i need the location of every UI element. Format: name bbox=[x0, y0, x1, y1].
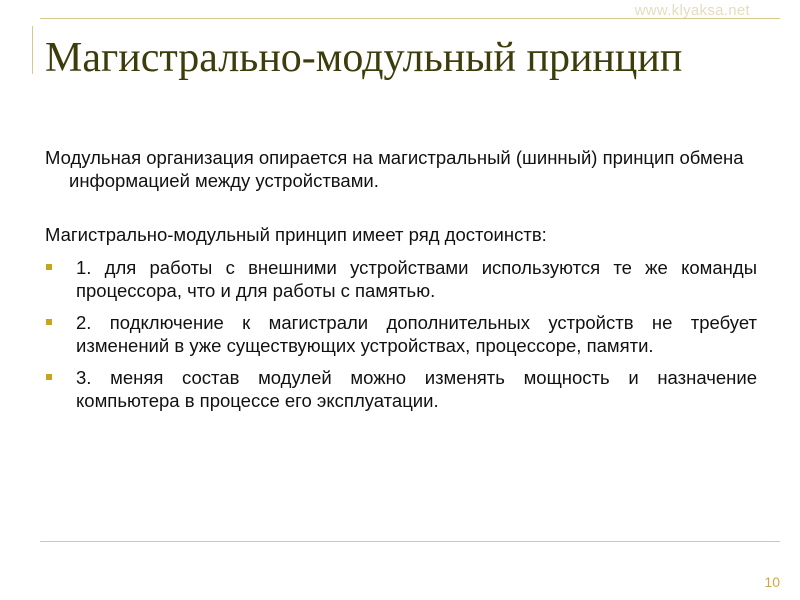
paragraph-advantages: Магистрально-модульный принцип имеет ряд достоинств: bbox=[45, 224, 547, 245]
list-item-text: 2. подключение к магистрали дополнительных устройств не требует изменений в уже существующих устройствах, процессоре, памяти. bbox=[76, 312, 757, 356]
list-item bbox=[45, 366, 757, 412]
watermark: www.klyaksa.net bbox=[634, 2, 750, 19]
frame-bottom-line bbox=[40, 541, 780, 542]
list-item bbox=[45, 256, 757, 302]
square-bullet-icon bbox=[46, 374, 52, 380]
list-item bbox=[45, 311, 757, 357]
page-number: 10 bbox=[764, 574, 780, 590]
slide-title: Магистрально-модульный принцип bbox=[45, 35, 683, 81]
list-item-text: 3. меняя состав модулей можно изменять мощность и назначение компьютера в процессе его эксплуатации. bbox=[76, 367, 757, 411]
paragraph-intro: Модульная организация опирается на магистральный (шинный) принцип обмена информацией между устройствами. bbox=[45, 147, 744, 191]
slide-content bbox=[45, 146, 757, 421]
square-bullet-icon bbox=[46, 264, 52, 270]
list-item-text: 1. для работы с внешними устройствами используются те же команды процессора, что и для работы с памятью. bbox=[76, 257, 757, 301]
square-bullet-icon bbox=[46, 319, 52, 325]
frame-left-line bbox=[32, 26, 33, 74]
advantages-list bbox=[45, 256, 757, 412]
